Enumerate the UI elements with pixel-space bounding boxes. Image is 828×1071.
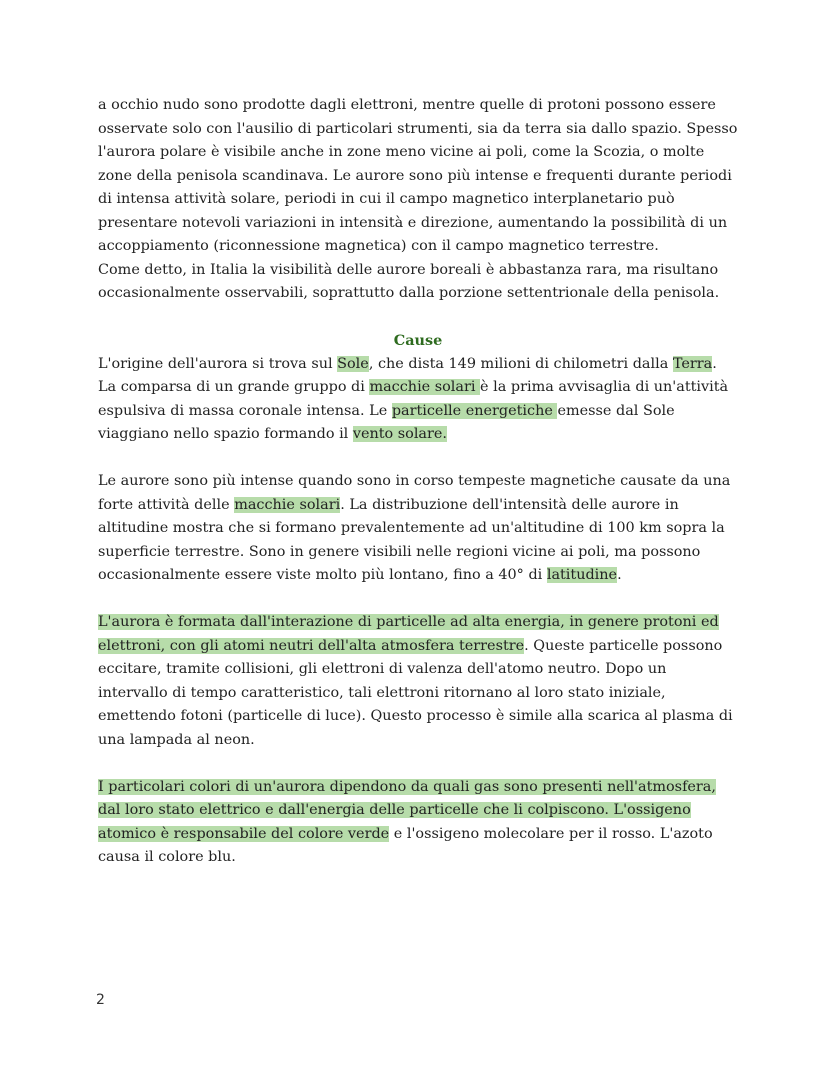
highlight: Sole [337, 355, 369, 372]
highlight: L'aurora è formata dall'interazione di particelle ad alta energia, in genere protoni ed elettroni, con gli atomi neutri dell'alta atmosfera terrestre [98, 614, 719, 654]
highlight: Terra [672, 355, 713, 372]
highlight: latitudine [546, 567, 618, 583]
text-run: a occhio nudo sono prodotte dagli elettroni, mentre quelle di protoni possono essere osservate solo con l'ausilio di particolari strumenti, sia da terra sia dallo spazio. Spesso l'aurora polare è visibile anche in zone meno vicine ai poli, come la Scozia, o molte zone della penisola scandinava. Le aurore sono più intense e frequenti durante periodi di intensa attività solare, periodi in cui il campo magnetico interplanetario può presentare notevoli variazioni in intensità e direzione, aumentando la possibilità di un accoppiamento (riconnessione magnetica) con il campo magnetico terrestre. [98, 97, 738, 254]
text-run: e l'ossigeno molecolare per il rosso. L'azoto causa il colore blu. [98, 825, 713, 865]
highlight: macchie solari [369, 379, 481, 395]
paragraph-origin [98, 353, 738, 447]
text-run: Le aurore sono più intense quando sono in corso tempeste magnetiche causate da una forte attività delle [98, 473, 731, 513]
paragraph-colors [98, 776, 738, 870]
text-run: . Queste particelle possono eccitare, tramite collisioni, gli elettroni di valenza dell'atomo neutro. Dopo un intervallo di tempo caratteristico, tali elettroni ritornano al loro stato iniziale, emettendo fotoni (particelle di luce). Questo processo è simile alla scarica al plasma di una lampada al neon. [98, 637, 733, 748]
text-run: L'origine dell'aurora si trova sul [98, 355, 338, 372]
section-heading: Cause [393, 332, 443, 349]
paragraph-aurora-visibility [98, 94, 738, 306]
text-run: , che dista 149 milioni di chilometri dalla [368, 355, 673, 372]
text-run: Come detto, in Italia la visibilità delle aurore boreali è abbastanza rara, ma risultano occasionalmente osservabili, soprattutto dalla porzione settentrionale della penisola. [98, 261, 720, 301]
page-number: 2 [96, 992, 105, 1008]
text-run: . [617, 567, 622, 583]
highlight: I particolari colori di un'aurora dipendono da quali gas sono presenti nell'atmosfera, dal loro stato elettrico e dall'energia delle particelle che li colpiscono. L'ossigeno atomico è responsabile del colore verde [98, 778, 716, 842]
highlight: particelle energetiche [391, 402, 558, 419]
highlight: vento solare. [352, 426, 447, 442]
paragraph-formation [98, 611, 738, 752]
text-run: . La distribuzione dell'intensità delle aurore in altitudine mostra che si formano prevalentemente ad un'altitudine di 100 km sopra la superficie terrestre. Sono in genere visibili nelle regioni vicine ai poli, ma possono occasionalmente essere viste molto più lontano, fino a 40° di [98, 496, 725, 583]
text-run: emesse dal Sole viaggiano nello spazio formando il [98, 402, 675, 442]
document-body [98, 94, 738, 870]
highlight: macchie solari [234, 496, 341, 513]
text-run: . La comparsa di un grande gruppo di [98, 355, 717, 395]
paragraph-intensity [98, 470, 738, 588]
text-run: è la prima avvisaglia di un'attività espulsiva di massa coronale intensa. Le [98, 379, 729, 419]
